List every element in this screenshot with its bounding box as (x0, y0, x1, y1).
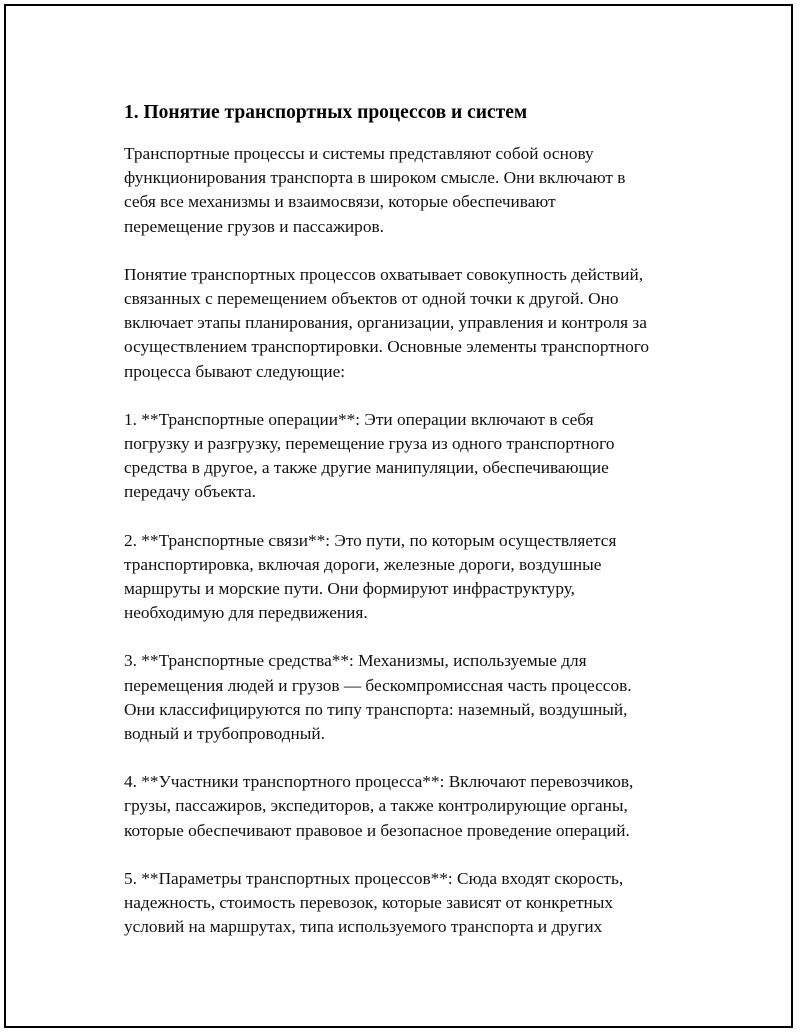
text-line: средства в другое, а также другие манипуляции, обеспечивающие (124, 458, 609, 478)
section-heading: 1. Понятие транспортных процессов и систем (124, 102, 528, 123)
text-line: водный и трубопроводный. (124, 724, 325, 744)
text-line: Они классифицируются по типу транспорта: наземный, воздушный, (124, 699, 628, 719)
text-line: процесса бывают следующие: (124, 361, 346, 381)
text-line: 2. **Транспортные связи**: Это пути, по которым осуществляется (124, 530, 617, 550)
text-line: осуществлением транспортировки. Основные элементы транспортного (124, 337, 650, 357)
text-line: связанных с перемещением объектов от одной точки к другой. Оно (124, 289, 619, 309)
text-line: функционирования транспорта в широком смысле. Они включают в (124, 168, 626, 188)
paragraph (124, 142, 704, 239)
document-body (124, 100, 704, 963)
paragraph (124, 408, 704, 505)
text-line: 4. **Участники транспортного процесса**: Включают перевозчиков, (124, 772, 634, 792)
text-line: которые обеспечивают правовое и безопасное проведение операций. (124, 820, 630, 840)
paragraph-list (124, 142, 704, 939)
text-line: надежность, стоимость перевозок, которые зависят от конкретных (124, 893, 613, 913)
text-line: Понятие транспортных процессов охватывает совокупность действий, (124, 264, 644, 284)
text-line: транспортировка, включая дороги, железные дороги, воздушные (124, 554, 602, 574)
text-line: грузы, пассажиров, экспедиторов, а также контролирующие органы, (124, 796, 628, 816)
text-line: включает этапы планирования, организации, управления и контроля за (124, 313, 647, 333)
text-line: передачу объекта. (124, 482, 256, 502)
paragraph (124, 529, 704, 626)
text-line: 5. **Параметры транспортных процессов**: Сюда входят скорость, (124, 868, 624, 888)
text-line: перемещение грузов и пассажиров. (124, 216, 384, 236)
paragraph (124, 867, 704, 940)
text-line: необходимую для передвижения. (124, 603, 368, 623)
text-line: себя все механизмы и взаимосвязи, которые обеспечивают (124, 192, 556, 212)
text-line: Транспортные процессы и системы представляют собой основу (124, 144, 594, 163)
text-line: погрузку и разгрузку, перемещение груза из одного транспортного (124, 434, 615, 454)
text-line: 3. **Транспортные средства**: Механизмы, используемые для (124, 651, 587, 671)
text-line: перемещения людей и грузов — бескомпромиссная часть процессов. (124, 675, 632, 695)
text-line: маршруты и морские пути. Они формируют инфраструктуру, (124, 579, 575, 599)
paragraph (124, 770, 704, 843)
page-frame (4, 4, 793, 1028)
text-line: условий на маршрутах, типа используемого транспорта и других (124, 917, 603, 937)
paragraph (124, 649, 704, 746)
text-line: 1. **Транспортные операции**: Эти операции включают в себя (124, 409, 594, 429)
paragraph (124, 263, 704, 384)
